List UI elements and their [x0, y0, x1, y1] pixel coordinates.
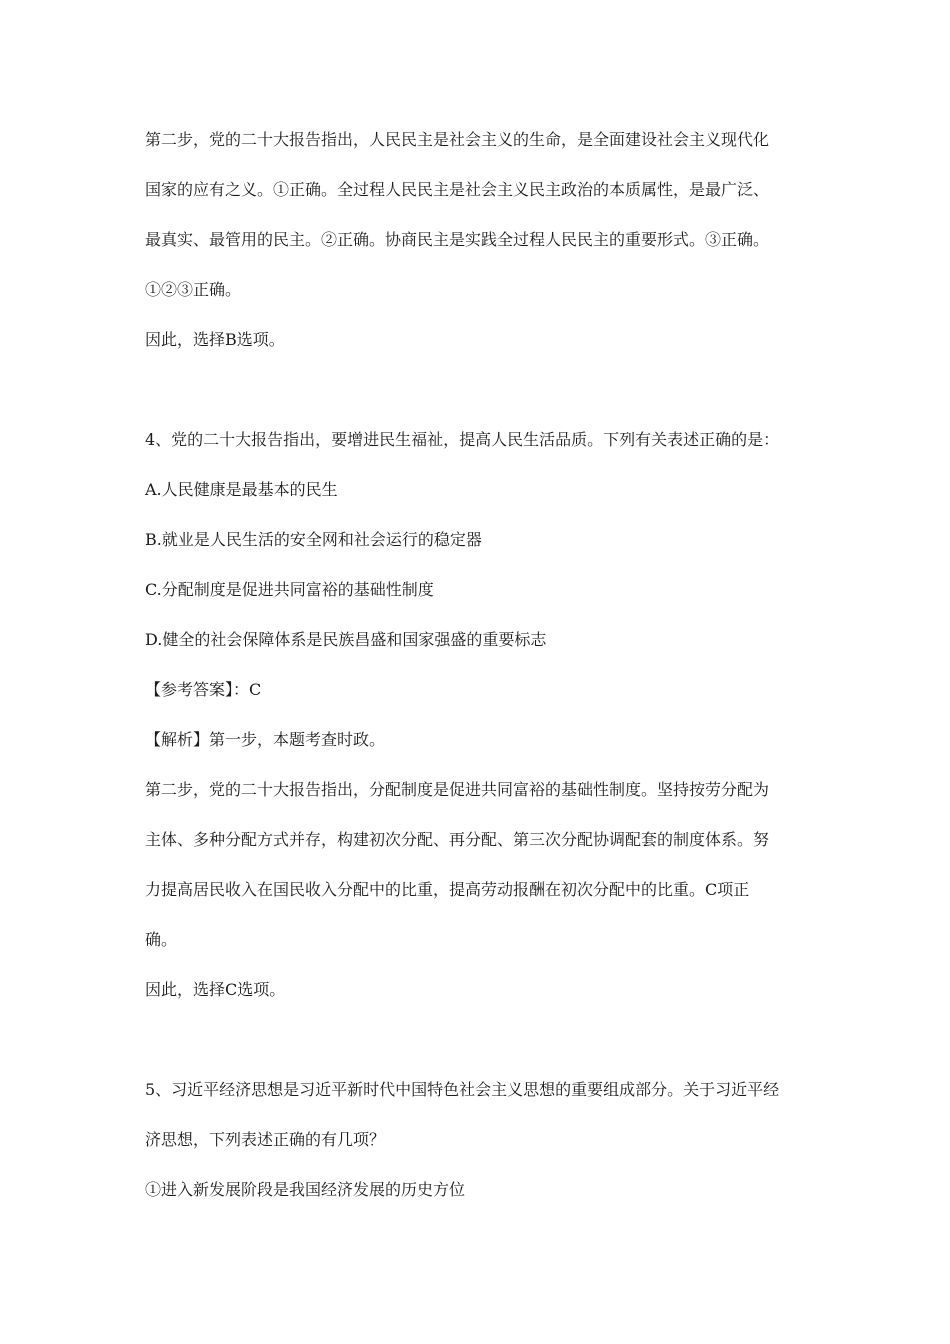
- q4-conclusion: 因此，选择C选项。: [145, 980, 286, 999]
- q4-option-a: A.人民健康是最基本的民生: [145, 480, 338, 499]
- q4-explanation-line-2: 主体、多种分配方式并存，构建初次分配、再分配、第三次分配协调配套的制度体系。努: [145, 830, 770, 849]
- q4-analysis: 【解析】第一步，本题考查时政。: [145, 730, 386, 749]
- q3-explanation-line-3: 最真实、最管用的民主。②正确。协商民主是实践全过程人民民主的重要形式。③正确。: [145, 230, 770, 249]
- q3-conclusion: 因此，选择B选项。: [145, 330, 285, 349]
- q3-explanation-line-4: ①②③正确。: [145, 280, 242, 299]
- q4-stem: 4、党的二十大报告指出，要增进民生福祉，提高人民生活品质。下列有关表述正确的是：: [145, 430, 780, 449]
- q4-answer: 【参考答案】：C: [145, 680, 262, 699]
- q4-option-c: C.分配制度是促进共同富裕的基础性制度: [145, 580, 434, 599]
- q5-item-1: ①进入新发展阶段是我国经济发展的历史方位: [145, 1180, 466, 1199]
- q5-stem-line-1: 5、习近平经济思想是习近平新时代中国特色社会主义思想的重要组成部分。关于习近平经: [145, 1080, 780, 1099]
- q4-explanation-line-1: 第二步，党的二十大报告指出，分配制度是促进共同富裕的基础性制度。坚持按劳分配为: [145, 780, 770, 799]
- q4-option-b: B.就业是人民生活的安全网和社会运行的稳定器: [145, 530, 482, 549]
- q4-option-d: D.健全的社会保障体系是民族昌盛和国家强盛的重要标志: [145, 630, 547, 649]
- q4-explanation-line-3: 力提高居民收入在国民收入分配中的比重，提高劳动报酬在初次分配中的比重。C项正: [145, 880, 750, 899]
- q3-explanation-line-1: 第二步，党的二十大报告指出，人民民主是社会主义的生命，是全面建设社会主义现代化: [145, 130, 770, 149]
- q3-explanation-line-2: 国家的应有之义。①正确。全过程人民民主是社会主义民主政治的本质属性，是最广泛、: [145, 180, 770, 199]
- q5-stem-line-2: 济思想，下列表述正确的有几项？: [145, 1130, 386, 1149]
- q4-explanation-line-4: 确。: [145, 930, 178, 949]
